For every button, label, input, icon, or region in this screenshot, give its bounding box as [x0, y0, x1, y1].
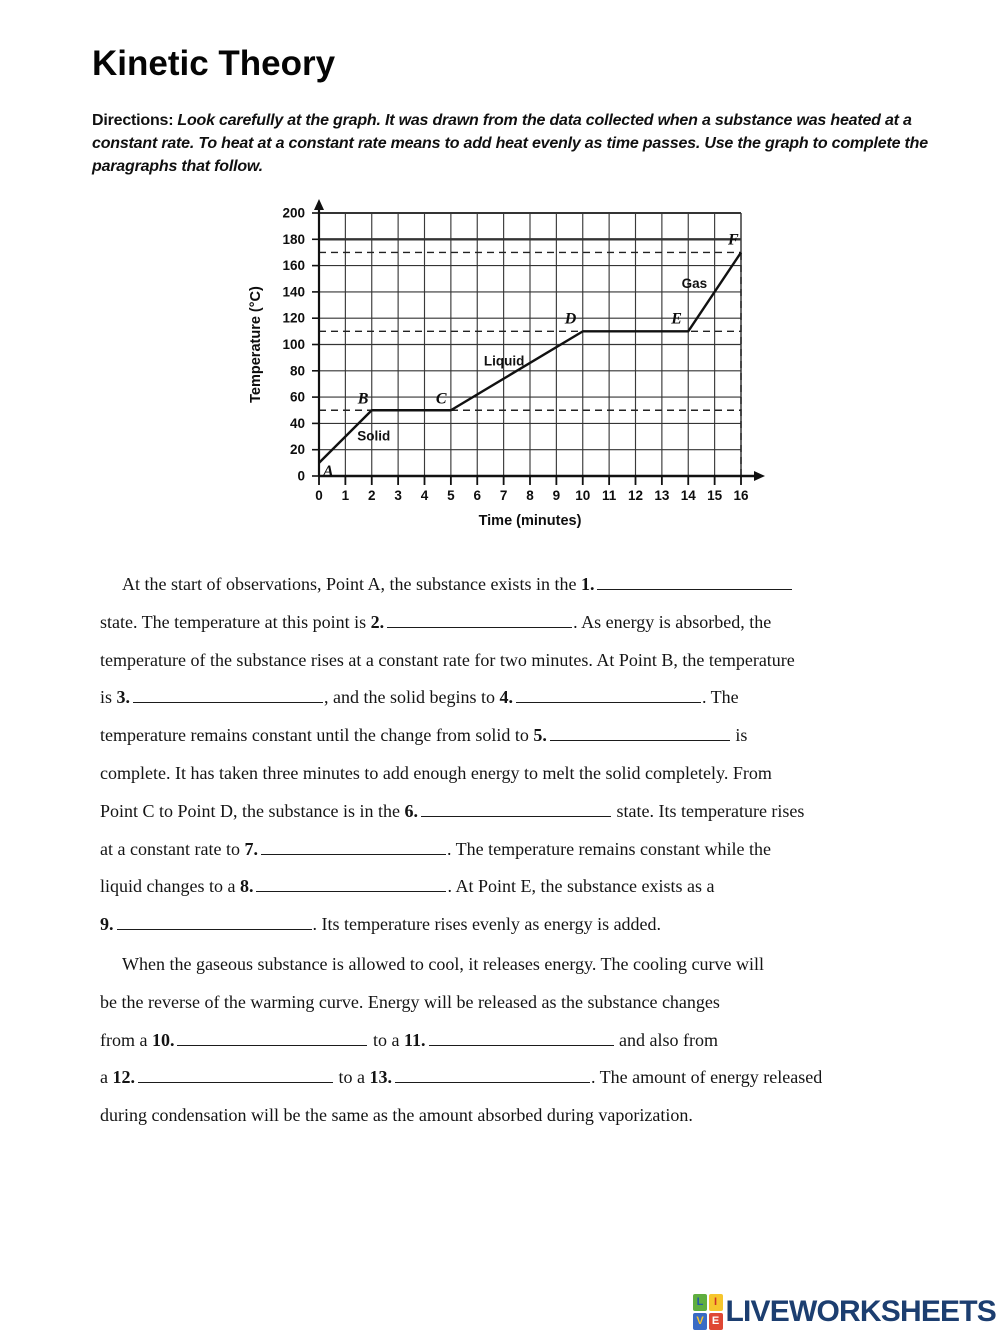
x-tick-label: 11	[601, 488, 617, 503]
x-tick-label: 8	[526, 488, 534, 503]
footer-brand[interactable]	[693, 1294, 996, 1330]
y-tick-label: 100	[282, 337, 305, 352]
answer-blank-2[interactable]	[387, 610, 572, 628]
directions-line: constant rate. To heat at a constant rate means to add heat evenly as time passes. Use the graph to complete the	[92, 135, 928, 152]
text-segment: at a constant rate to	[100, 838, 245, 859]
x-tick-label: 7	[499, 488, 508, 503]
logo-tile-l: L	[693, 1294, 707, 1311]
text-segment: temperature of the substance rises at a constant rate for two minutes. At Point B, the temperature	[100, 649, 795, 670]
heating-curve-svg	[204, 198, 789, 543]
x-tick-label: 3	[394, 488, 402, 503]
point-label-B: B	[357, 390, 369, 408]
text-segment: When the gaseous substance is allowed to cool, it releases energy. The cooling curve will	[122, 954, 764, 974]
text-segment: to a	[334, 1067, 370, 1088]
y-tick-label: 40	[289, 415, 305, 431]
y-tick-label: 200	[282, 205, 305, 221]
text-line	[100, 1059, 822, 1097]
text-segment: Point C to Point D, the substance is in the	[100, 800, 405, 821]
y-tick-label: 80	[289, 363, 305, 379]
x-axis-title: Time (minutes)	[478, 513, 582, 529]
point-label-E: E	[671, 310, 682, 328]
blank-number: 2.	[370, 611, 385, 632]
point-label-F: F	[728, 231, 739, 249]
x-tick-label: 16	[733, 488, 749, 503]
blank-number: 12.	[112, 1067, 135, 1088]
text-segment: At the start of observations, Point A, the substance exists in the	[122, 574, 581, 594]
text-line	[100, 1022, 822, 1060]
x-tick-label: 14	[680, 488, 696, 503]
point-label-D: D	[564, 310, 577, 328]
answer-blank-1[interactable]	[597, 572, 792, 590]
blank-number: 9.	[100, 914, 114, 935]
logo-tile-i: I	[709, 1294, 723, 1311]
x-tick-label: 12	[627, 488, 644, 503]
y-tick-label: 140	[282, 284, 305, 300]
text-line	[100, 831, 804, 869]
x-axis-arrow	[754, 471, 765, 481]
text-segment: is	[100, 687, 117, 708]
directions-line: Directions: Look carefully at the graph. It was drawn from the data collected when a substance was heated at a	[92, 112, 912, 129]
blank-number: 8.	[239, 876, 254, 897]
answer-blank-13[interactable]	[395, 1065, 590, 1083]
text-line	[100, 906, 804, 944]
text-line	[100, 755, 804, 793]
blank-number: 6.	[404, 800, 418, 821]
x-tick-label: 4	[420, 488, 429, 503]
answer-blank-6[interactable]	[421, 799, 611, 817]
answer-blank-12[interactable]	[138, 1065, 333, 1083]
answer-blank-4[interactable]	[516, 685, 701, 703]
blank-number: 4.	[499, 687, 513, 708]
text-segment: a	[100, 1067, 113, 1088]
y-tick-label: 20	[289, 442, 305, 458]
point-label-A: A	[323, 462, 334, 480]
text-line	[100, 717, 804, 755]
text-segment: . The	[702, 687, 739, 708]
text-segment: state. Its temperature rises	[612, 800, 805, 821]
y-axis-arrow	[314, 199, 324, 210]
logo-tile-v: V	[693, 1313, 707, 1330]
x-tick-label: 10	[575, 488, 591, 503]
text-line	[100, 642, 804, 680]
phase-label-liquid: Liquid	[483, 353, 525, 369]
text-segment: . As energy is absorbed, the	[573, 611, 772, 632]
x-tick-label: 9	[552, 488, 561, 503]
blank-number: 7.	[244, 838, 258, 859]
blank-number: 11.	[403, 1029, 426, 1050]
text-segment: is	[730, 725, 748, 746]
blank-number: 3.	[116, 687, 131, 708]
logo-tile-e: E	[709, 1313, 723, 1330]
paragraph-1	[100, 566, 804, 944]
answer-blank-8[interactable]	[256, 874, 446, 892]
answer-blank-7[interactable]	[261, 837, 446, 855]
y-axis-title: Temperature (°C)	[248, 286, 264, 403]
y-tick-label: 180	[282, 231, 305, 247]
paragraph-2	[100, 946, 822, 1135]
answer-blank-11[interactable]	[429, 1028, 614, 1046]
y-tick-label: 60	[289, 389, 305, 405]
text-segment: from a	[100, 1029, 152, 1050]
text-segment: . At Point E, the substance exists as a	[447, 876, 715, 897]
phase-label-solid: Solid	[357, 428, 391, 444]
text-segment: to a	[368, 1029, 404, 1050]
answer-blank-10[interactable]	[177, 1028, 367, 1046]
text-line	[100, 679, 804, 717]
blank-number: 1.	[580, 574, 595, 594]
text-line	[100, 1097, 822, 1135]
x-tick-label: 15	[707, 488, 723, 503]
x-tick-label: 5	[447, 488, 455, 503]
x-tick-label: 1	[341, 488, 350, 503]
x-tick-label: 6	[473, 488, 482, 503]
text-segment: . The amount of energy released	[591, 1067, 823, 1088]
blank-number: 5.	[533, 725, 547, 746]
text-line	[100, 868, 804, 906]
y-tick-label: 120	[282, 310, 305, 326]
x-tick-label: 0	[315, 488, 323, 503]
text-segment: , and the solid begins to	[324, 687, 500, 708]
directions-line: paragraphs that follow.	[92, 158, 263, 175]
liveworksheets-logo-icon	[693, 1294, 723, 1330]
text-line	[100, 604, 804, 642]
point-label-C: C	[435, 390, 447, 408]
text-segment: be the reverse of the warming curve. Energy will be released as the substance changes	[100, 991, 720, 1012]
blank-number: 13.	[369, 1067, 392, 1088]
text-line	[100, 946, 822, 984]
text-segment: liquid changes to a	[100, 876, 240, 897]
page-title: Kinetic Theory	[92, 44, 336, 83]
answer-blank-9[interactable]	[117, 912, 312, 930]
y-tick-label: 160	[282, 258, 305, 274]
x-tick-label: 2	[367, 488, 376, 503]
answer-blank-3[interactable]	[133, 685, 323, 703]
blank-number: 10.	[151, 1029, 175, 1050]
text-segment: . The temperature remains constant while the	[446, 838, 772, 859]
phase-label-gas: Gas	[681, 275, 708, 291]
directions-block	[92, 109, 928, 178]
heating-curve-graph	[204, 198, 789, 543]
text-segment: temperature remains constant until the change from solid to	[100, 725, 534, 746]
y-tick-label: 0	[297, 468, 305, 484]
x-tick-label: 13	[654, 488, 670, 503]
text-line	[100, 984, 822, 1022]
text-line	[100, 793, 804, 831]
text-line	[100, 566, 804, 604]
text-segment: during condensation will be the same as the amount absorbed during vaporization.	[100, 1105, 693, 1126]
text-segment: and also from	[614, 1029, 718, 1050]
text-segment: state. The temperature at this point is	[100, 611, 371, 632]
answer-blank-5[interactable]	[550, 723, 730, 741]
text-segment: . Its temperature rises evenly as energy is added.	[312, 914, 662, 935]
directions-label: Directions:	[92, 112, 174, 129]
text-segment: complete. It has taken three minutes to add enough energy to melt the solid completely. From	[100, 762, 772, 783]
brand-name: LIVEWORKSHEETS	[725, 1294, 996, 1328]
